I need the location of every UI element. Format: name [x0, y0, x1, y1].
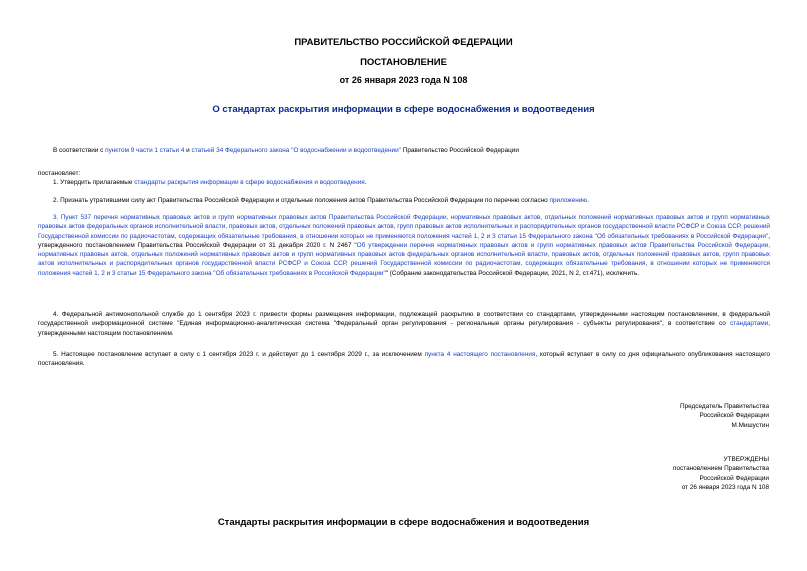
p2-link-appendix[interactable]: приложению — [549, 197, 588, 204]
paragraph-4 — [38, 310, 770, 338]
signature-name: М.Мишустин — [731, 421, 769, 429]
title-prefix: О — [212, 104, 223, 115]
approved-country: Российской Федерации — [699, 474, 769, 482]
signature-country: Российской Федерации — [699, 412, 769, 420]
paragraph-2 — [38, 196, 770, 205]
p2-text-2: . — [587, 197, 589, 204]
signature-block — [680, 402, 769, 430]
date-number-heading: от 26 января 2023 года N 108 — [339, 75, 468, 85]
decree-word: постановляет: — [38, 170, 81, 177]
approved-by: постановлением Правительства — [673, 465, 769, 473]
preamble-text-3: Правительство Российской Федерации — [400, 147, 519, 154]
p1-link-standards[interactable]: стандарты раскрытия информации в сфере водоснабжения и водоотведения — [134, 179, 365, 186]
paragraph-5 — [38, 350, 770, 369]
preamble-link-article34[interactable]: статьей 34 Федерального закона "О водоснабжении и водоотведении" — [191, 147, 401, 154]
p1-text-1: 1. Утвердить прилагаемые — [53, 179, 135, 186]
standards-title: Стандарты раскрытия информации в сфере водоснабжения и водоотведения — [217, 517, 590, 528]
p5-link-item4[interactable]: пункта 4 настоящего постановления — [424, 351, 536, 358]
p1-text-2: . — [364, 179, 367, 186]
preamble-paragraph — [38, 146, 770, 155]
p3-link-item537[interactable]: 3. Пункт 537 перечня нормативных правовых актов и групп нормативных правовых актов Правительства Российской Федерации, нормативных правовых актов, отдельных положений нормативных правовых актов и групп нормативных правовых актов федеральных органов исполнительной власти, правовых актов, отдельных положений правовых актов, групп правовых актов исполнительных и распорядительных органов государственной власти РСФСР и Союза ССР, решений Государственной комиссии по радиочастотам, содержащих обязательные требования, в отношении которых не применяются положения частей 1, 2 и 3 статьи 15 Федерального закона "Об обязательных требованиях в Российской Федерации" — [38, 214, 770, 240]
preamble-text-1: В соответствии с — [53, 147, 106, 154]
government-heading: ПРАВИТЕЛЬСТВО РОССИЙСКОЙ ФЕДЕРАЦИИ — [294, 37, 513, 48]
title-link[interactable]: стандартах раскрытия информации в сфере водоснабжения и водоотведения — [222, 104, 595, 115]
approved-date: от 26 января 2023 года N 108 — [681, 484, 769, 492]
signature-position: Председатель Правительства — [680, 403, 769, 410]
preamble-link-article4[interactable]: пунктом 9 части 1 статьи 4 — [105, 147, 185, 154]
p5-text-1: 5. Настоящее постановление вступает в силу с 1 сентября 2023 г. и действует до 1 сентября 2029 г., за исключением — [53, 351, 425, 358]
p3-text-2: " (Собрание законодательства Российской Федерации, 2021, N 2, ст.471), исключить. — [385, 269, 640, 277]
p4-link-standards[interactable]: стандартами — [730, 320, 769, 328]
document-title — [0, 104, 807, 115]
approved-word: УТВЕРЖДЕНЫ — [723, 456, 769, 463]
p4-text-1: 4. Федеральной антимонопольной службе до 1 сентября 2023 г. привести формы размещения информации, подлежащей раскрытию в соответствии со стандартами, утвержденными настоящим постановлением, в федеральной государственной информационной системе "Единая информационно-аналитическая система "Федеральный орган регулирования - региональные органы регулирования - субъекты регулирования", в соответствие со — [38, 311, 770, 328]
p5-text-2: , который вступает в силу со дня официального опубликования настоящего постановления. — [38, 351, 770, 368]
p3-text-1: , утвержденного постановлением Правительства Российской Федерации от 31 декабря 2020 г. N 2467 " — [38, 232, 770, 249]
approved-block — [673, 455, 769, 493]
p3-link-list-title[interactable]: Об утверждении перечня нормативных правовых актов и групп нормативных правовых актов Правительства Российской Федерации, нормативных правовых актов, отдельных положений нормативных правовых актов и групп нормативных правовых актов федеральных органов исполнительной власти, правовых актов, отдельных положений правовых актов, групп правовых актов исполнительных и распорядительных органов государственной власти РСФСР и Союза ССР, решений Государственной комиссии по радиочастотам, содержащих обязательные требования, в отношении которых не применяются положения частей 1, 2 и 3 статьи 15 Федерального закона "Об обязательных требованиях в Российской Федерации" — [38, 241, 771, 277]
p2-text-1: 2. Признать утратившими силу акт Правительства Российской Федерации и отдельные положения актов Правительства Российской Федерации по перечню согласно — [53, 197, 550, 204]
doc-type-heading: ПОСТАНОВЛЕНИЕ — [360, 57, 447, 68]
p4-text-2: , утвержденными настоящим постановлением. — [38, 320, 770, 337]
paragraph-1 — [38, 178, 770, 187]
preamble-text-2: и — [184, 147, 192, 154]
paragraph-3 — [38, 213, 770, 278]
